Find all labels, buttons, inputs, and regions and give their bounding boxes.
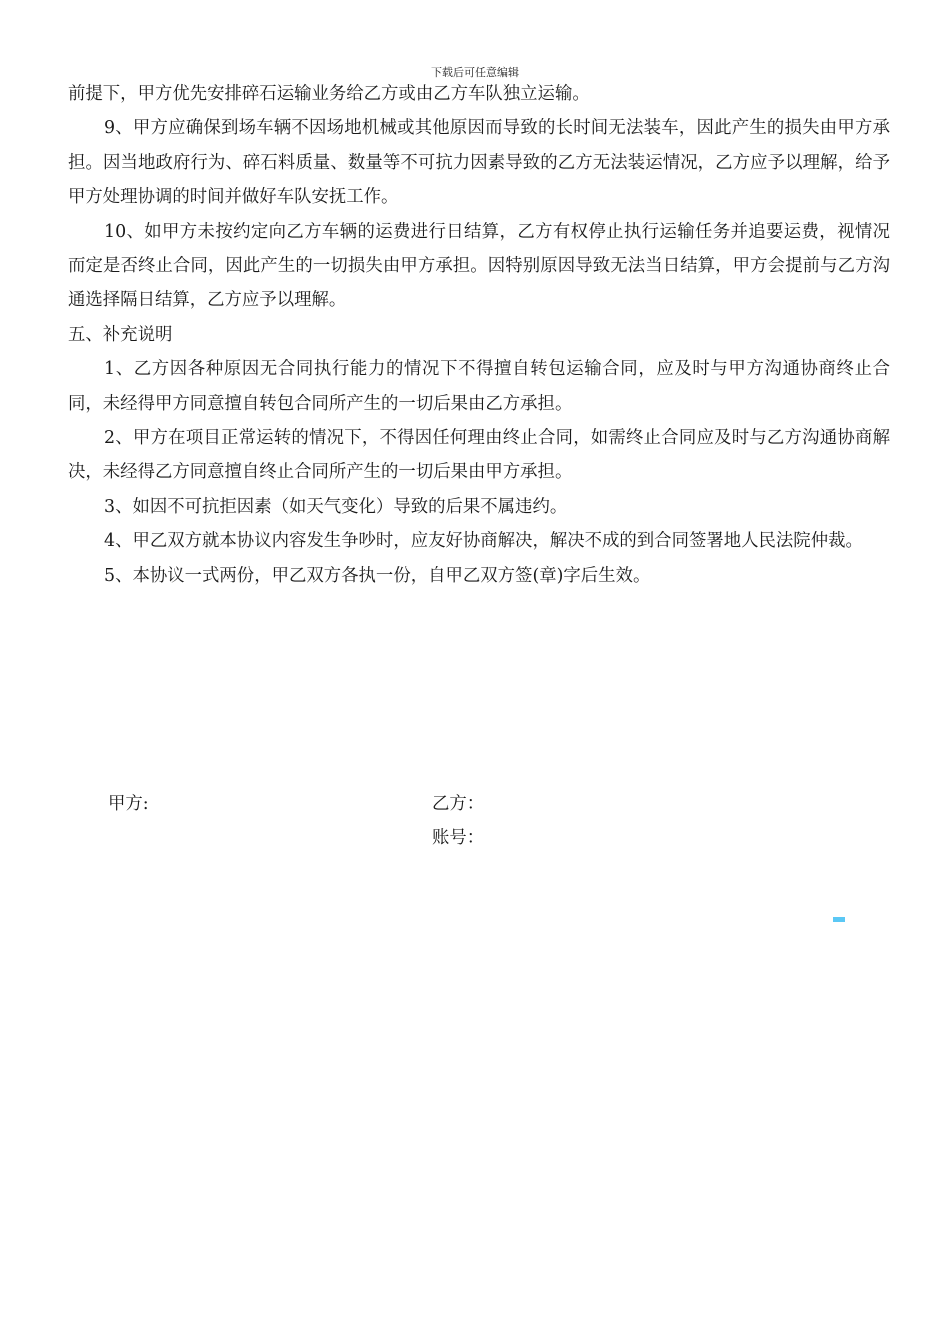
signature-party-a: 甲方: [108,794,149,814]
contract-body [68,77,890,593]
supplement-clause-5: 5、本协议一式两份，甲乙双方各执一份，自甲乙双方签(章)字后生效。 [104,565,651,586]
supplement-clause-4: 4、甲乙双方就本协议内容发生争吵时，应友好协商解决，解决不成的到合同签署地人民法院仲裁。 [104,531,863,552]
supplement-clause-3: 3、如因不可抗拒因素（如天气变化）导致的后果不属违约。 [104,496,568,517]
section-heading-supplement: 五、补充说明 [68,324,173,345]
clause-10: 10、如甲方未按约定向乙方车辆的运费进行日结算，乙方有权停止执行运输任务并追要运费，视情况而定是否终止合同，因此产生的一切损失由甲方承担。因特别原因导致无法当日结算，甲方会提前与乙方沟通选择隔日结算，乙方应予以理解。 [68,221,890,311]
accent-mark [833,917,845,922]
supplement-clause-1: 1、乙方因各种原因无合同执行能力的情况下不得擅自转包运输合同，应及时与甲方沟通协商终止合同，未经得甲方同意擅自转包合同所产生的一切后果由乙方承担。 [68,359,890,414]
paragraph-continuation: 前提下，甲方优先安排碎石运输业务给乙方或由乙方车队独立运输。 [68,84,590,104]
signature-party-b: 乙方： [432,794,485,814]
clause-9: 9、甲方应确保到场车辆不因场地机械或其他原因而导致的长时间无法装车，因此产生的损失由甲方承担。因当地政府行为、碎石料质量、数量等不可抗力因素导致的乙方无法装运情况，乙方应予以理解，给予甲方处理协调的时间并做好车队安抚工作。 [68,118,890,208]
signature-account: 账号： [432,828,485,848]
header-note: 下载后可任意编辑 [431,66,519,79]
supplement-clause-2: 2、甲方在项目正常运转的情况下，不得因任何理由终止合同，如需终止合同应及时与乙方沟通协商解决，未经得乙方同意擅自终止合同所产生的一切后果由甲方承担。 [68,428,890,483]
